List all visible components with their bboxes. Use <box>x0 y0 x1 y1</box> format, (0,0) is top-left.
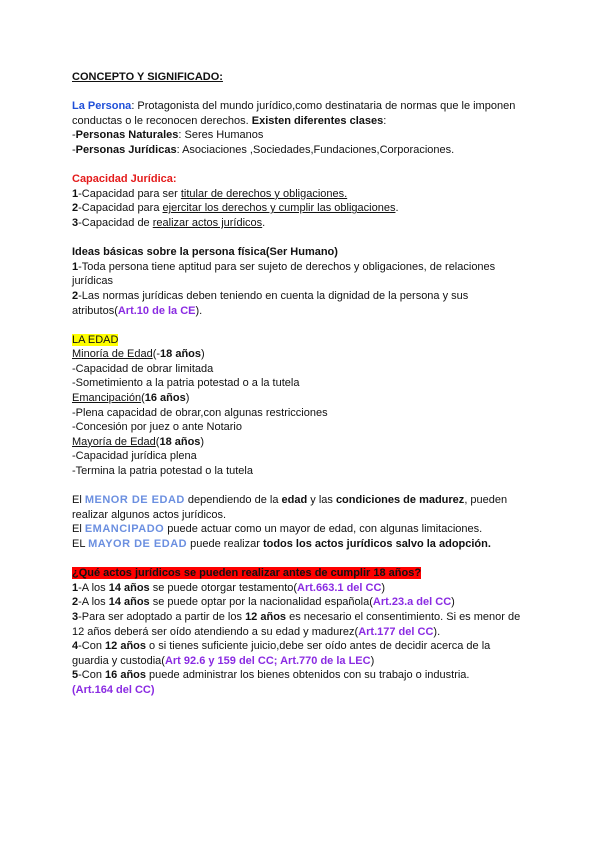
capacidad-item-3: 3-Capacidad de realizar actos jurídicos. <box>72 216 266 229</box>
mayoria-point-2: -Termina la patria potestad o la tutela <box>72 465 253 478</box>
capacidad-heading: Capacidad Jurídica: <box>72 173 177 186</box>
idea-2-line2: atributos(Art.10 de la CE). <box>72 304 203 317</box>
ideas-heading: Ideas básicas sobre la persona física(Ser Humano) <box>72 246 338 259</box>
acto-4-line1: 4-Con 12 años o si tienes suficiente juicio,debe ser oído antes de decidir acerca de la <box>72 640 491 653</box>
acto-4-line2: guardia y custodia(Art 92.6 y 159 del CC; Art.770 de la LEC) <box>72 654 375 667</box>
mayor-paragraph: EL MAYOR DE EDAD puede realizar todos los actos jurídicos salvo la adopción. <box>72 538 491 550</box>
persona-definition-line2: conductas o le reconocen derechos. Existen diferentes clases: <box>72 114 387 127</box>
personas-naturales: -Personas Naturales: Seres Humanos <box>72 129 264 142</box>
article-reference: Art.177 del CC <box>358 625 434 638</box>
minoria-heading: Minoría de Edad(-18 años) <box>72 348 205 361</box>
menor-paragraph-line2: realizar algunos actos jurídicos. <box>72 508 227 521</box>
menor-paragraph-line1: El MENOR DE EDAD dependiendo de la edad y las condiciones de madurez, pueden <box>72 494 508 507</box>
emancipacion-point-2: -Concesión por juez o ante Notario <box>72 421 242 434</box>
page-title: CONCEPTO Y SIGNIFICADO: <box>72 71 223 83</box>
actos-heading: ¿Qué actos jurídicos se pueden realizar antes de cumplir 18 años? <box>72 567 422 580</box>
acto-5-line1: 5-Con 16 años puede administrar los bienes obtenidos con su trabajo o industria. <box>72 669 470 682</box>
acto-2: 2-A los 14 años se puede optar por la nacionalidad española(Art.23.a del CC) <box>72 596 455 609</box>
persona-term: La Persona <box>72 100 132 113</box>
personas-juridicas: -Personas Jurídicas: Asociaciones ,Sociedades,Fundaciones,Corporaciones. <box>72 143 455 156</box>
idea-2-line1: 2-Las normas jurídicas deben teniendo en cuenta la dignidad de la persona y sus <box>72 289 469 302</box>
article-reference: Art.663.1 del CC <box>297 581 382 594</box>
article-reference: Art 92.6 y 159 del CC; Art.770 de la LEC <box>164 654 371 667</box>
article-reference: Art.164 del CC <box>75 683 151 696</box>
capacidad-item-1: 1-Capacidad para ser titular de derechos y obligaciones. <box>72 187 348 200</box>
minoria-point-1: -Capacidad de obrar limitada <box>72 362 214 375</box>
emancipacion-heading: Emancipación(16 años) <box>72 392 190 405</box>
acto-5-line2: (Art.164 del CC) <box>72 683 155 696</box>
capacidad-item-2: 2-Capacidad para ejercitar los derechos y cumplir las obligaciones. <box>72 202 399 215</box>
emancipado-paragraph: El EMANCIPADO puede actuar como un mayor de edad, con algunas limitaciones. <box>72 523 483 536</box>
minoria-point-2: -Sometimiento a la patria potestad o a la tutela <box>72 377 300 390</box>
article-reference: Art.23.a del CC <box>372 596 452 609</box>
mayoria-point-1: -Capacidad jurídica plena <box>72 450 197 463</box>
persona-definition-line1: La Persona: Protagonista del mundo jurídico,como destinataria de normas que le imponen <box>72 100 516 113</box>
mayoria-heading: Mayoría de Edad(18 años) <box>72 435 205 448</box>
idea-1-line2: jurídicas <box>72 275 113 288</box>
acto-3-line1: 3-Para ser adoptado a partir de los 12 años es necesario el consentimiento. Si es menor de <box>72 610 521 623</box>
article-reference: Art.10 de la CE <box>117 304 196 317</box>
idea-1-line1: 1-Toda persona tiene aptitud para ser sujeto de derechos y obligaciones, de relaciones <box>72 260 496 273</box>
emancipacion-point-1: -Plena capacidad de obrar,con algunas restricciones <box>72 406 328 419</box>
acto-3-line2: 12 años deberá ser oído atendiendo a su edad y madurez(Art.177 del CC). <box>72 625 441 638</box>
document-page <box>72 70 542 698</box>
acto-1: 1-A los 14 años se puede otorgar testamento(Art.663.1 del CC) <box>72 581 386 594</box>
edad-heading: LA EDAD <box>72 333 119 346</box>
